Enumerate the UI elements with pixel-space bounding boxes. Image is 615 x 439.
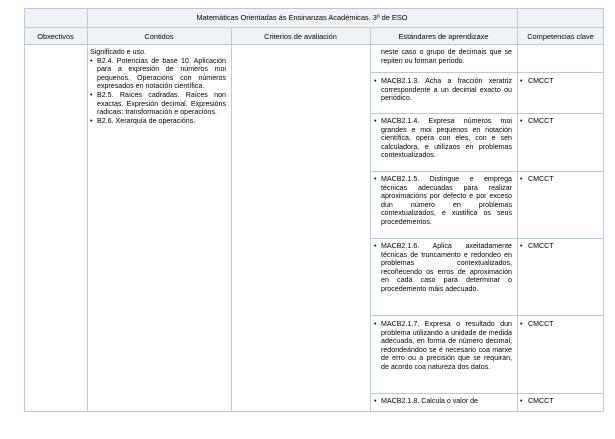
table-title: Matemáticas Orientadas ás Ensinanzas Académicas. 3º de ESO: [196, 13, 408, 22]
estandar-text: • MACB2.1.3. Acha a fracción xeratriz correspondente a un decimal exacto ou periódico.: [374, 77, 512, 103]
estandar-text: • MACB2.1.6. Aplica axeitadamente técnicas de truncamento e redondeo en problemas contextualizados, recoñecendo os erros de aproximación en cada caso para determinar o procedemento máis adecuado.: [374, 242, 512, 294]
competencia-item: • CMCCT: [520, 242, 554, 251]
estandar-text: • MACB2.1.8. Calcula o valor de: [374, 397, 512, 406]
row-divider: [370, 113, 604, 114]
column-divider: [87, 8, 88, 412]
estandar-continuation: [381, 48, 512, 65]
column-divider: [231, 28, 232, 412]
estandar-item: [374, 117, 512, 160]
estandar-text: • MACB2.1.4. Expresa números moi grandes e moi pequenos en notación científica, opera con eles, con e sen calculadora, e utilízaos en problemas contextualizados.: [374, 117, 512, 160]
contidos-item: • B2.6. Xerarquía de operacións.: [90, 117, 226, 126]
estandar-text: • MACB2.1.5. Distingue e emprega técnicas adecuadas para realizar aproximacións por defecto e por exceso dun número en problemas contextualizados, e xustifica os seus procedementos.: [374, 175, 512, 227]
estandar-text: • MACB2.1.7. Expresa o resultado dun problema utilizando a unidade de medida adecuada, en forma de número decimal, redondeándoo se é necesario coa marxe de erro ou a precisión que se requiran, de acordo coa natureza dos datos.: [374, 320, 512, 372]
estandar-text: neste caso o grupo de decimais que se repiten ou forman período.: [381, 48, 512, 65]
contidos-intro: Significado e uso.: [90, 48, 146, 56]
estandar-item: [374, 175, 512, 227]
column-header-competencias: Competencias clave: [527, 32, 594, 41]
column-divider: [517, 8, 518, 412]
column-header-criterios: Criterios de avaliación: [264, 32, 337, 41]
row-divider: [370, 171, 604, 172]
row-divider: [370, 238, 604, 239]
estandar-item: [374, 242, 512, 294]
column-header-obxectivos: Obxectivos: [37, 32, 74, 41]
competencia-item: • CMCCT: [520, 397, 554, 406]
row-divider: [370, 393, 604, 394]
competencia-item: • CMCCT: [520, 175, 554, 184]
competencia-item: • CMCCT: [520, 320, 554, 329]
estandar-item: [374, 397, 512, 406]
estandar-item: [374, 320, 512, 372]
contidos-item: • B2.4. Potencias de base 10. Aplicación para a expresión de números moi pequenos. Operacións con números expresados en notación científica.: [90, 57, 226, 91]
column-header-contidos: Contidos: [144, 32, 174, 41]
contidos-item: • B2.5. Raíces cadradas. Raíces non exactas. Expresión decimal. Expresións radicais: transformación e operacións.: [90, 91, 226, 117]
estandar-item: [374, 77, 512, 103]
column-header-estandares: Estándares de aprendizaxe: [398, 32, 489, 41]
row-divider: [370, 72, 604, 73]
competencia-item: • CMCCT: [520, 77, 554, 86]
row-divider: [370, 315, 604, 316]
column-divider: [370, 28, 371, 412]
contidos-cell: [90, 48, 226, 125]
competencia-item: • CMCCT: [520, 117, 554, 126]
